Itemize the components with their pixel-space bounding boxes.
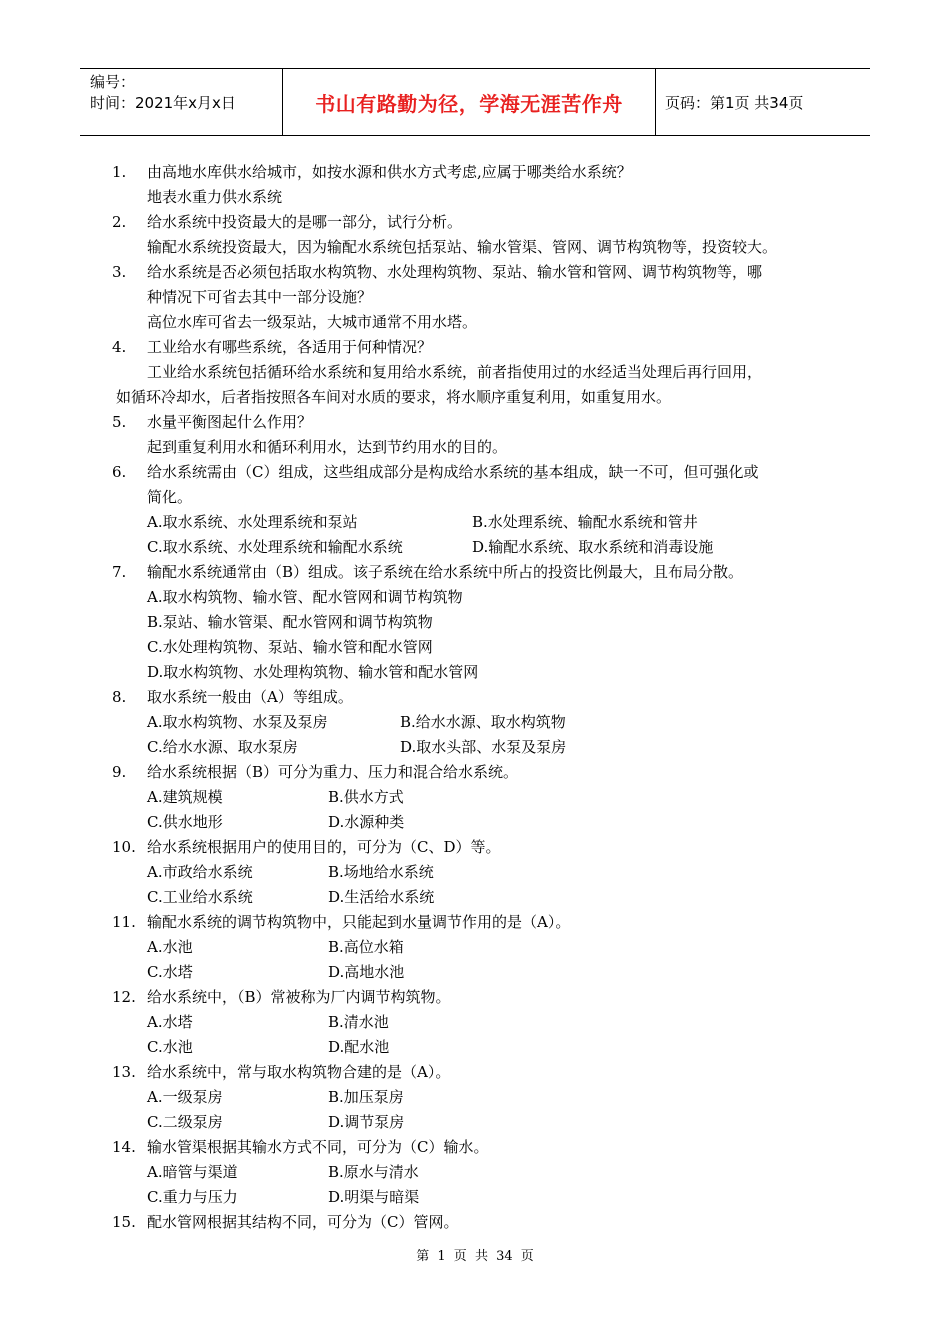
question-text: 输配水系统通常由（B）组成。该子系统在给水系统中所占的投资比例最大，且布局分散。	[147, 563, 744, 581]
question-text: 输配水系统的调节构筑物中，只能起到水量调节作用的是（A）。	[147, 913, 571, 931]
question-number: 4.	[112, 338, 127, 356]
option-c: C.水池	[147, 1038, 193, 1056]
footer-total-unit: 页	[520, 1249, 534, 1264]
option-a: A.暗管与渠道	[147, 1163, 238, 1181]
question-number: 2.	[112, 213, 127, 231]
option-a: A.一级泵房	[147, 1088, 223, 1106]
page-header	[80, 68, 870, 136]
option-d: D.输配水系统、取水系统和消毒设施	[472, 538, 714, 556]
option-b: B.泵站、输水管渠、配水管网和调节构筑物	[147, 613, 433, 631]
question-number: 8.	[112, 688, 127, 706]
option-d: D.取水构筑物、水处理构筑物、输水管和配水管网	[147, 663, 479, 681]
option-d: D.取水头部、水泵及泵房	[400, 738, 567, 756]
question-number: 15.	[112, 1213, 136, 1231]
option-d: D.明渠与暗渠	[328, 1188, 420, 1206]
option-b: B.高位水箱	[328, 938, 404, 956]
question-number: 7.	[112, 563, 127, 581]
question-text: 给水系统中，常与取水构筑物合建的是（A）。	[147, 1063, 451, 1081]
header-motto-cell	[282, 69, 656, 135]
question-number: 1.	[112, 163, 127, 181]
option-c: C.取水系统、水处理系统和输配水系统	[147, 538, 403, 556]
question-text: 给水系统是否必须包括取水构筑物、水处理构筑物、泵站、输水管和管网、调节构筑物等，哪	[147, 263, 763, 281]
header-page-cell	[656, 69, 870, 135]
question-number: 11.	[112, 913, 136, 931]
option-c: C.水塔	[147, 963, 193, 981]
option-d: D.调节泵房	[328, 1113, 405, 1131]
option-a: A.水池	[147, 938, 193, 956]
question-text: 输水管渠根据其输水方式不同，可分为（C）输水。	[147, 1138, 489, 1156]
option-a: A.建筑规模	[147, 788, 223, 806]
option-b: B.场地给水系统	[328, 863, 434, 881]
answer-text: 输配水系统投资最大，因为输配水系统包括泵站、输水管渠、管网、调节构筑物等，投资较大。	[147, 238, 778, 256]
question-text: 配水管网根据其结构不同，可分为（C）管网。	[147, 1213, 459, 1231]
question-number: 3.	[112, 263, 127, 281]
option-c: C.给水水源、取水泵房	[147, 738, 298, 756]
question-text-cont: 种情况下可省去其中一部分设施？	[147, 288, 373, 306]
option-d: D.水源种类	[328, 813, 405, 831]
option-a: A.取水构筑物、水泵及泵房	[147, 713, 328, 731]
option-a: A.取水系统、水处理系统和泵站	[147, 513, 358, 531]
option-c: C.重力与压力	[147, 1188, 238, 1206]
answer-text: 高位水库可省去一级泵站，大城市通常不用水塔。	[147, 313, 478, 331]
answer-text-cont: 如循环冷却水，后者指按照各车间对水质的要求，将水顺序重复利用，如重复用水。	[116, 388, 672, 406]
footer-page-word: 第	[416, 1249, 430, 1264]
question-number: 13.	[112, 1063, 136, 1081]
question-number: 9.	[112, 763, 127, 781]
option-c: C.水处理构筑物、泵站、输水管和配水管网	[147, 638, 433, 656]
footer-total-word: 共	[474, 1249, 488, 1264]
option-c: C.工业给水系统	[147, 888, 253, 906]
time-label: 时间：2021年x月x日	[90, 94, 236, 112]
option-c: C.二级泵房	[147, 1113, 223, 1131]
question-text: 给水系统需由（C）组成，这些组成部分是构成给水系统的基本组成，缺一不可，但可强化或	[147, 463, 759, 481]
option-a: A.取水构筑物、输水管、配水管网和调节构筑物	[147, 588, 463, 606]
footer-total-pages: 34	[496, 1249, 513, 1264]
question-text: 工业给水有哪些系统，各适用于何种情况？	[147, 338, 433, 356]
answer-text: 起到重复利用水和循环利用水，达到节约用水的目的。	[147, 438, 508, 456]
option-c: C.供水地形	[147, 813, 223, 831]
question-number: 12.	[112, 988, 136, 1006]
option-d: D.生活给水系统	[328, 888, 435, 906]
question-text: 给水系统中，（B）常被称为厂内调节构筑物。	[147, 988, 451, 1006]
option-b: B.供水方式	[328, 788, 404, 806]
footer-page-number: 1	[437, 1249, 446, 1264]
header-meta	[80, 69, 282, 135]
page-label: 页码：第1页 共34页	[665, 93, 804, 112]
question-number: 14.	[112, 1138, 136, 1156]
option-b: B.原水与清水	[328, 1163, 419, 1181]
code-label: 编号：	[90, 73, 136, 91]
question-text: 给水系统中投资最大的是哪一部分，试行分析。	[147, 213, 463, 231]
footer-page-unit: 页	[453, 1249, 467, 1264]
option-d: D.高地水池	[328, 963, 405, 981]
option-a: A.市政给水系统	[147, 863, 253, 881]
page-footer	[0, 1245, 950, 1264]
option-b: B.给水水源、取水构筑物	[400, 713, 566, 731]
question-text: 水量平衡图起什么作用？	[147, 413, 313, 431]
option-b: B.水处理系统、输配水系统和管井	[472, 513, 698, 531]
answer-text: 工业给水系统包括循环给水系统和复用给水系统，前者指使用过的水经适当处理后再行回用，	[147, 363, 763, 381]
option-b: B.加压泵房	[328, 1088, 404, 1106]
option-d: D.配水池	[328, 1038, 390, 1056]
question-number: 6.	[112, 463, 127, 481]
question-text: 取水系统一般由（A）等组成。	[147, 688, 353, 706]
question-text: 由高地水库供水给城市，如按水源和供水方式考虑,应属于哪类给水系统？	[147, 163, 632, 181]
question-number: 5.	[112, 413, 127, 431]
question-text-cont: 简化。	[147, 488, 193, 506]
motto: 书山有路勤为径，学海无涯苦作舟	[315, 91, 623, 116]
option-a: A.水塔	[147, 1013, 193, 1031]
question-number: 10.	[112, 838, 136, 856]
question-text: 给水系统根据用户的使用目的，可分为（C、D）等。	[147, 838, 501, 856]
question-text: 给水系统根据（B）可分为重力、压力和混合给水系统。	[147, 763, 519, 781]
option-b: B.清水池	[328, 1013, 389, 1031]
answer-text: 地表水重力供水系统	[147, 188, 283, 206]
